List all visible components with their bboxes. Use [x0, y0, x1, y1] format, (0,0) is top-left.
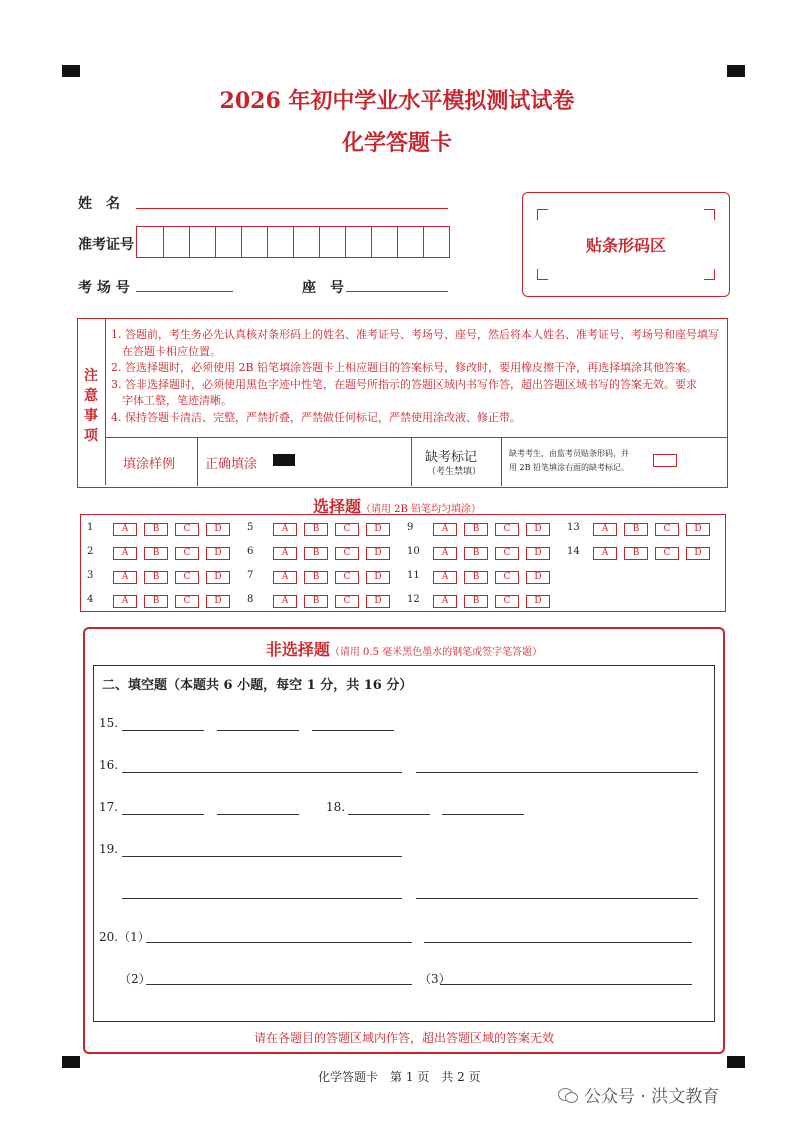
position-mark-bottom-left — [62, 1056, 80, 1068]
mc-option-bubble[interactable]: D — [206, 595, 230, 608]
notice-item-4: 4. 保持答题卡清洁、完整，严禁折叠，严禁做任何标记，严禁使用涂改液、修正带。 — [111, 410, 521, 424]
q18-label: 18. — [326, 800, 346, 814]
mc-question-number: 3 — [87, 570, 94, 581]
wechat-icon — [558, 1086, 578, 1104]
mc-option-bubble[interactable]: B — [304, 571, 328, 584]
page-info: 化学答题卡 第 1 页 共 2 页 — [318, 1070, 481, 1084]
fill-sample-label: 填涂样例 — [123, 457, 176, 472]
mc-option-bubble[interactable]: B — [144, 595, 168, 608]
mc-option-bubble[interactable]: C — [335, 595, 359, 608]
mc-option-bubble[interactable]: C — [335, 523, 359, 536]
notice-item-3-cont: 字体工整，笔迹清晰。 — [122, 394, 232, 407]
mc-question-number: 11 — [407, 570, 420, 581]
notice-side: 注 意 事 项 — [78, 319, 106, 485]
exam-title: 2026 年初中学业水平模拟测试试卷 — [219, 88, 575, 114]
mc-option-bubble[interactable]: B — [144, 547, 168, 560]
mc-option-bubble[interactable]: B — [464, 523, 488, 536]
mc-option-bubble[interactable]: C — [655, 547, 679, 560]
mc-option-bubble[interactable]: B — [624, 547, 648, 560]
seat-field[interactable] — [346, 291, 448, 292]
mc-option-bubble[interactable]: D — [686, 547, 710, 560]
q15-blank-2[interactable] — [217, 730, 299, 731]
mc-option-bubble[interactable]: D — [206, 547, 230, 560]
absent-label: 缺考标记 — [425, 450, 478, 465]
barcode-area — [522, 192, 730, 297]
mc-answer-area — [80, 514, 726, 612]
q17-label: 17. — [99, 800, 119, 814]
mc-question-number: 14 — [567, 546, 580, 557]
exam-id-boxes[interactable] — [136, 226, 450, 258]
mc-note: （请用 2B 铅笔均匀填涂） — [360, 504, 482, 515]
room-label: 考 场 号 — [78, 280, 130, 296]
q19-label: 19. — [99, 842, 119, 856]
mc-option-bubble[interactable]: A — [433, 523, 457, 536]
mc-option-bubble[interactable]: D — [366, 523, 390, 536]
notice-item-1: 1. 答题前，考生务必先认真核对条形码上的姓名、准考证号、考场号、座号，然后将本人姓名、准考证号、考场号和座号填写 — [111, 328, 719, 341]
mc-option-bubble[interactable]: D — [526, 523, 550, 536]
nmc-title: 非选择题 — [265, 640, 330, 659]
mc-option-bubble[interactable]: A — [593, 523, 617, 536]
mc-option-bubble[interactable]: C — [175, 547, 199, 560]
mc-option-bubble[interactable]: D — [366, 547, 390, 560]
mc-option-bubble[interactable]: C — [175, 571, 199, 584]
mc-option-bubble[interactable]: A — [273, 595, 297, 608]
nmc-title-row — [85, 637, 723, 660]
mc-option-bubble[interactable]: A — [273, 571, 297, 584]
notice-item-3: 3. 答非选择题时，必须使用黑色字迹中性笔，在题号所指示的答题区域内书写作答，超出答题区域书写的答案无效。要求 — [111, 377, 697, 391]
mc-question-number: 8 — [247, 594, 254, 605]
nmc-note: （请用 0.5 毫米黑色墨水的钢笔或签字笔答题） — [329, 647, 543, 658]
notice-box — [77, 318, 728, 488]
mc-option-bubble[interactable]: C — [655, 523, 679, 536]
seat-label: 座 号 — [302, 280, 344, 296]
room-field[interactable] — [136, 291, 233, 292]
q17-blank-2[interactable] — [217, 814, 299, 815]
correct-fill-label: 正确填涂 — [205, 457, 258, 472]
mc-option-bubble[interactable]: D — [366, 595, 390, 608]
mc-option-bubble[interactable]: B — [144, 523, 168, 536]
q20-1-blank-2[interactable] — [424, 942, 692, 943]
q19-blank-1[interactable] — [122, 856, 402, 857]
q19-blank-2[interactable] — [122, 898, 402, 899]
mc-question-number: 13 — [567, 522, 580, 533]
mc-option-bubble[interactable]: A — [113, 571, 137, 584]
mc-option-bubble[interactable]: C — [495, 571, 519, 584]
mc-option-bubble[interactable]: A — [113, 547, 137, 560]
mc-question-number: 10 — [407, 546, 420, 557]
mc-option-bubble[interactable]: D — [526, 571, 550, 584]
correct-fill-sample — [273, 454, 295, 466]
mc-option-bubble[interactable]: B — [304, 523, 328, 536]
section-heading: 二、填空题（本题共 6 小题，每空 1 分，共 16 分） — [102, 678, 413, 693]
mc-title: 选择题 — [312, 497, 361, 516]
absent-note-2: 用 2B 铅笔填涂右面的缺考标记。 — [509, 463, 630, 472]
absent-mark-box[interactable] — [653, 454, 677, 467]
absent-sub: （考生禁填） — [427, 467, 482, 477]
fill-sample-row — [105, 437, 727, 486]
mc-option-bubble[interactable]: A — [433, 547, 457, 560]
mc-option-bubble[interactable]: C — [335, 571, 359, 584]
mc-question-number: 12 — [407, 594, 420, 605]
mc-question-number: 4 — [87, 594, 94, 605]
mc-option-bubble[interactable]: A — [113, 595, 137, 608]
absent-note-1: 缺考考生，由监考员贴条形码，并 — [509, 449, 629, 458]
mc-option-bubble[interactable]: C — [335, 547, 359, 560]
q18-blank-1[interactable] — [348, 814, 430, 815]
q17-blank-1[interactable] — [122, 814, 204, 815]
mc-option-bubble[interactable]: A — [113, 523, 137, 536]
mc-option-bubble[interactable]: D — [686, 523, 710, 536]
mc-question-number: 7 — [247, 570, 254, 581]
mc-question-number: 5 — [247, 522, 254, 533]
mc-option-bubble[interactable]: C — [495, 547, 519, 560]
watermark-text: 公众号 · 洪文教育 — [584, 1087, 720, 1107]
q15-blank-3[interactable] — [312, 730, 394, 731]
q19-blank-3[interactable] — [416, 898, 698, 899]
mc-option-bubble[interactable]: B — [144, 571, 168, 584]
q18-blank-2[interactable] — [442, 814, 524, 815]
barcode-label: 贴条形码区 — [585, 236, 666, 255]
q16-label: 16. — [99, 758, 119, 772]
exam-id-label: 准考证号 — [78, 237, 134, 253]
q20-2-blank[interactable] — [146, 984, 412, 985]
mc-option-bubble[interactable]: D — [526, 595, 550, 608]
position-mark-bottom-right — [727, 1056, 745, 1068]
position-mark-top-right — [727, 65, 745, 77]
notice-item-2: 2. 答选择题时，必须使用 2B 铅笔填涂答题卡上相应题目的答案标号，修改时，要用橡皮擦干净，再选择填涂其他答案。 — [111, 361, 698, 374]
mc-question-number: 1 — [87, 522, 94, 533]
mc-option-bubble[interactable]: D — [206, 523, 230, 536]
q20-3-label: （3） — [419, 972, 451, 986]
q16-blank-2[interactable] — [416, 772, 698, 773]
mc-option-bubble[interactable]: D — [206, 571, 230, 584]
non-choice-area — [83, 627, 725, 1054]
bottom-note: 请在各题目的答题区域内作答，超出答题区域的答案无效 — [253, 1031, 554, 1045]
q20-3-blank[interactable] — [440, 984, 692, 985]
mc-option-bubble[interactable]: C — [495, 595, 519, 608]
q20-label: 20.（1） — [99, 930, 150, 944]
mc-question-number: 9 — [407, 522, 414, 533]
name-field[interactable] — [136, 208, 448, 209]
position-mark-top-left — [62, 65, 80, 77]
mc-option-bubble[interactable]: B — [464, 571, 488, 584]
mc-option-bubble[interactable]: B — [464, 547, 488, 560]
q15-blank-1[interactable] — [122, 730, 204, 731]
q20-1-blank-1[interactable] — [146, 942, 412, 943]
mc-option-bubble[interactable]: A — [273, 547, 297, 560]
mc-option-bubble[interactable]: A — [433, 595, 457, 608]
wechat-watermark — [558, 1082, 719, 1107]
mc-option-bubble[interactable]: B — [464, 595, 488, 608]
q20-2-label: （2） — [119, 972, 151, 986]
mc-option-bubble[interactable]: B — [304, 547, 328, 560]
mc-option-bubble[interactable]: C — [175, 595, 199, 608]
mc-option-bubble[interactable]: A — [273, 523, 297, 536]
mc-option-bubble[interactable]: A — [433, 571, 457, 584]
mc-option-bubble[interactable]: C — [495, 523, 519, 536]
mc-option-bubble[interactable]: D — [526, 547, 550, 560]
mc-question-number: 6 — [247, 546, 254, 557]
q16-blank-1[interactable] — [122, 772, 402, 773]
name-label: 姓 名 — [78, 196, 120, 212]
mc-option-bubble[interactable]: B — [304, 595, 328, 608]
card-title: 化学答题卡 — [341, 130, 452, 156]
mc-option-bubble[interactable]: A — [593, 547, 617, 560]
mc-option-bubble[interactable]: D — [366, 571, 390, 584]
notice-item-1-cont: 在答题卡相应位置。 — [122, 344, 221, 358]
q15-label: 15. — [99, 716, 119, 730]
fill-in-section — [93, 665, 715, 1022]
mc-option-bubble[interactable]: C — [175, 523, 199, 536]
mc-question-number: 2 — [87, 546, 94, 557]
mc-option-bubble[interactable]: B — [624, 523, 648, 536]
